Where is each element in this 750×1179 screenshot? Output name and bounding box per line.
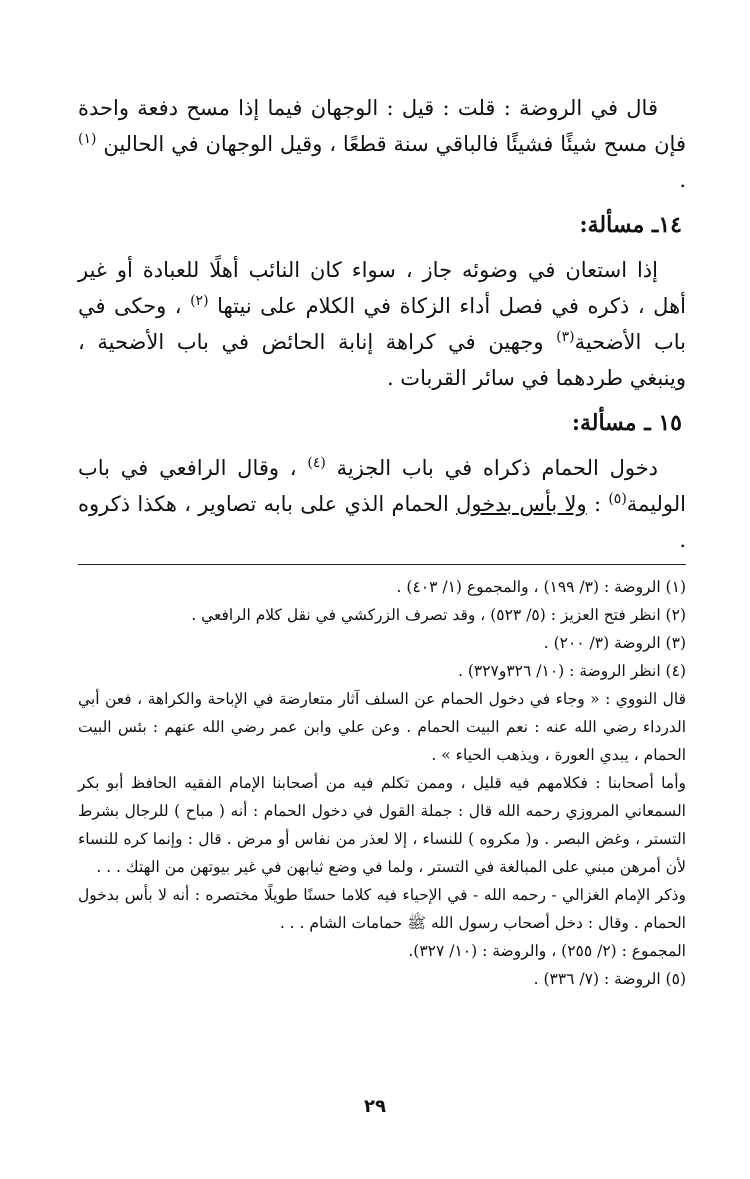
footnote-ref-5[interactable]: (٥) — [608, 491, 627, 507]
footnote-ref-4[interactable]: (٤) — [307, 455, 326, 471]
page-content — [78, 90, 686, 993]
paragraph-tail: . — [679, 168, 686, 192]
footnote-ref-1[interactable]: (١) — [78, 131, 97, 147]
section-heading-15: ١٥ ـ مسألة: — [571, 410, 682, 436]
footnote-divider — [78, 564, 686, 565]
paragraph-text: ، وحكى في باب الأضحية — [78, 294, 686, 354]
footnote-item: قال النووي : « وجاء في دخول الحمام عن السلف آثار متعارضة في الإباحة والكراهة ، فعن أبي الدرداء رضي الله عنه : نعم البيت الحمام . وعن علي وابن عمر رضي الله عنهم : بئس البيت الحمام ، يبدي العورة ، ويذهب الحياء » . — [78, 690, 686, 764]
paragraph-hammam — [78, 450, 686, 558]
footnote-item: (١) الروضة : (٣/ ١٩٩) ، والمجموع (١/ ٤٠٣) . — [396, 578, 686, 596]
paragraph-istiana — [78, 252, 686, 396]
paragraph-rawda-quote — [78, 90, 686, 198]
footnote-item: (٣) الروضة (٣/ ٢٠٠) . — [543, 634, 686, 652]
section-heading-14: ١٤ـ مسألة: — [579, 212, 682, 238]
footnote-ref-2[interactable]: (٢) — [190, 293, 209, 309]
paragraph-text: دخول الحمام ذكراه في باب الجزية — [336, 456, 659, 480]
footnotes — [78, 573, 686, 993]
paragraph-text: وجهين في كراهة إنابة الحائض في باب الأضحية ، وينبغي طردهما في سائر القربات . — [78, 330, 686, 390]
footnote-item: وأما أصحابنا : فكلامهم فيه قليل ، وممن تكلم فيه من أصحابنا الإمام الفقيه الحافظ أبو بكر السمعاني المروزي رحمه الله قال : جملة القول في دخول الحمام : أنه ( مباح ) للرجال بشرط التستر ، وغض البصر . و( مكروه ) للنساء ، إلا لعذر من نفاس أو مرض . قال : وإنما كره للنساء لأن أمرهن مبني على المبالغة في التستر ، ولما في وضع ثيابهن في غير بيوتهن من الهتك . . . — [78, 774, 686, 876]
underlined-phrase: ولا بأس بدخول — [456, 492, 587, 516]
footnote-item: (٤) انظر الروضة : (١٠/ ٣٢٦و٣٢٧) . — [457, 662, 686, 680]
footnote-item: (٥) الروضة : (٧/ ٣٣٦) . — [533, 970, 686, 988]
page-number: ٢٩ — [364, 1096, 386, 1117]
paragraph-text: الحمام الذي على بابه تصاوير ، هكذا ذكروه . — [78, 492, 686, 552]
paragraph-text: إذا استعان في وضوئه جاز ، سواء كان النائب أهلًا للعبادة أو غير أهل ، ذكره في فصل أداء الزكاة في الكلام على نيتها — [78, 258, 686, 318]
paragraph-text: : — [586, 492, 609, 516]
footnote-ref-3[interactable]: (٣) — [556, 329, 575, 345]
footnote-item: المجموع : (٢/ ٢٥٥) ، والروضة : (١٠/ ٣٢٧). — [408, 942, 686, 960]
footnote-item: وذكر الإمام الغزالي - رحمه الله - في الإحياء فيه كلاما حسنًا طويلًا مختصره : أنه لا بأس بدخول الحمام . وقال : دخل أصحاب رسول الله ﷺ حمامات الشام . . . — [78, 886, 686, 932]
paragraph-text: ، وقال الرافعي في باب الوليمة — [78, 456, 687, 516]
paragraph-text: قال في الروضة : قلت : قيل : الوجهان فيما إذا مسح دفعة واحدة فإن مسح شيئًا فشيئًا فالباقي سنة قطعًا ، وقيل الوجهان في الحالين — [78, 96, 686, 156]
footnote-item: (٢) انظر فتح العزيز : (٥/ ٥٢٣) ، وقد تصرف الزركشي في نقل كلام الرافعي . — [191, 606, 686, 624]
